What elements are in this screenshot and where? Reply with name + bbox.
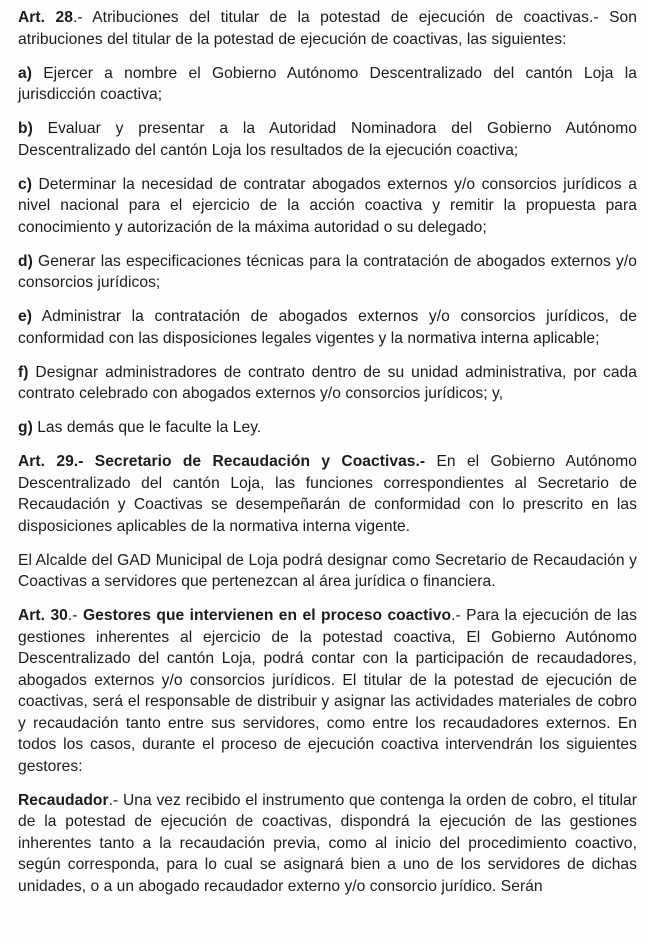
paragraph-text: Atribuciones del titular de la potestad de ejecución de coactivas.- Son atribuciones del titular de la potestad de ejecución de coactivas, las siguientes: xyxy=(18,9,637,48)
paragraph-text: El Alcalde del GAD Municipal de Loja podrá designar como Secretario de Recaudación y Coactivas a servidores que pertenezcan al área jurídica o financiera. xyxy=(18,551,637,590)
list-marker: g) xyxy=(18,419,33,436)
term-heading: Recaudador xyxy=(18,791,109,809)
list-marker: d) xyxy=(18,252,33,270)
paragraph-text: Ejercer a nombre el Gobierno Autónomo Descentralizado del cantón Loja la jurisdicción coactiva; xyxy=(18,64,637,103)
paragraph-text: Administrar la contratación de abogados externos y/o consorcios jurídicos, de conformidad con las disposiciones legales vigentes y la normativa interna aplicable; xyxy=(18,308,637,347)
document-body xyxy=(18,7,637,910)
article-number: Art. 30 xyxy=(18,607,68,624)
paragraph-text: En el Gobierno Autónomo Descentralizado del cantón Loja, las funciones correspondientes al Secretario de Recaudación y Coactivas se desempeñarán de conformidad con lo prescrito en las disposiciones aplicables de la normativa interna vigente. xyxy=(18,453,637,535)
article-separator: .- xyxy=(72,9,93,26)
paragraph-text: .- Una vez recibido el instrumento que contenga la orden de cobro, el titular de la potestad de ejecución de coactivas, dispondrá la ejecución de las gestiones inherentes tanto a la recaudación previa, como al inicio del procedimiento coactivo, según corresponda, para lo cual se asignará bien a uno de los servidores de dichas unidades, o a un abogado recaudador externo y/o consorcio jurídico. Serán xyxy=(18,791,637,895)
article-30-paragraph xyxy=(18,605,637,777)
article-28-heading-paragraph xyxy=(18,7,637,50)
list-item-f xyxy=(18,362,637,405)
list-marker: e) xyxy=(18,308,32,325)
list-marker: a) xyxy=(18,64,32,82)
list-marker: c) xyxy=(18,175,32,193)
list-item-c xyxy=(18,174,637,239)
article-heading: Gestores que intervienen en el proceso coactivo xyxy=(82,607,452,624)
article-heading: Art. 29.- Secretario de Recaudación y Coactivas.- xyxy=(18,453,426,470)
list-marker: b) xyxy=(18,120,33,137)
article-separator: .- xyxy=(67,607,83,624)
alcalde-paragraph xyxy=(18,550,637,593)
paragraph-text: Evaluar y presentar a la Autoridad Nominadora del Gobierno Autónomo Descentralizado del cantón Loja los resultados de la ejecución coactiva; xyxy=(18,120,637,159)
list-item-b xyxy=(18,118,637,161)
list-item-e xyxy=(18,306,637,349)
paragraph-text: Designar administradores de contrato dentro de su unidad administrativa, por cada contrato celebrado con abogados externos y/o consorcios jurídicos; y, xyxy=(18,363,637,402)
paragraph-text: .- Para la ejecución de las gestiones inherentes al ejercicio de la potestad coactiva, El Gobierno Autónomo Descentralizado del cantón Loja, podrá contar con la participación de recaudadores, abogados externos y/o consorcios jurídicos. El titular de la potestad de ejecución de coactivas, será el responsable de distribuir y asignar las actividades materiales de cobro y recaudación tanto entre sus servidores, como entre los recaudadores externos. En todos los casos, durante el proceso de ejecución coactiva intervendrán los siguientes gestores: xyxy=(18,607,638,775)
list-marker: f) xyxy=(18,363,29,381)
article-number: Art. 28 xyxy=(18,9,73,26)
list-item-a xyxy=(18,63,637,106)
list-item-g xyxy=(18,417,637,439)
paragraph-text: Las demás que le faculte la Ley. xyxy=(32,419,262,436)
recaudador-paragraph xyxy=(18,790,637,898)
list-item-d xyxy=(18,251,637,294)
paragraph-text: Determinar la necesidad de contratar abogados externos y/o consorcios jurídicos a nivel nacional para el ejercicio de la acción coactiva y remitir la propuesta para conocimiento y autorización de la máxima autoridad o su delegado; xyxy=(18,175,637,236)
article-29-paragraph xyxy=(18,451,637,537)
paragraph-text: Generar las especificaciones técnicas para la contratación de abogados externos y/o consorcios jurídicos; xyxy=(18,252,637,291)
